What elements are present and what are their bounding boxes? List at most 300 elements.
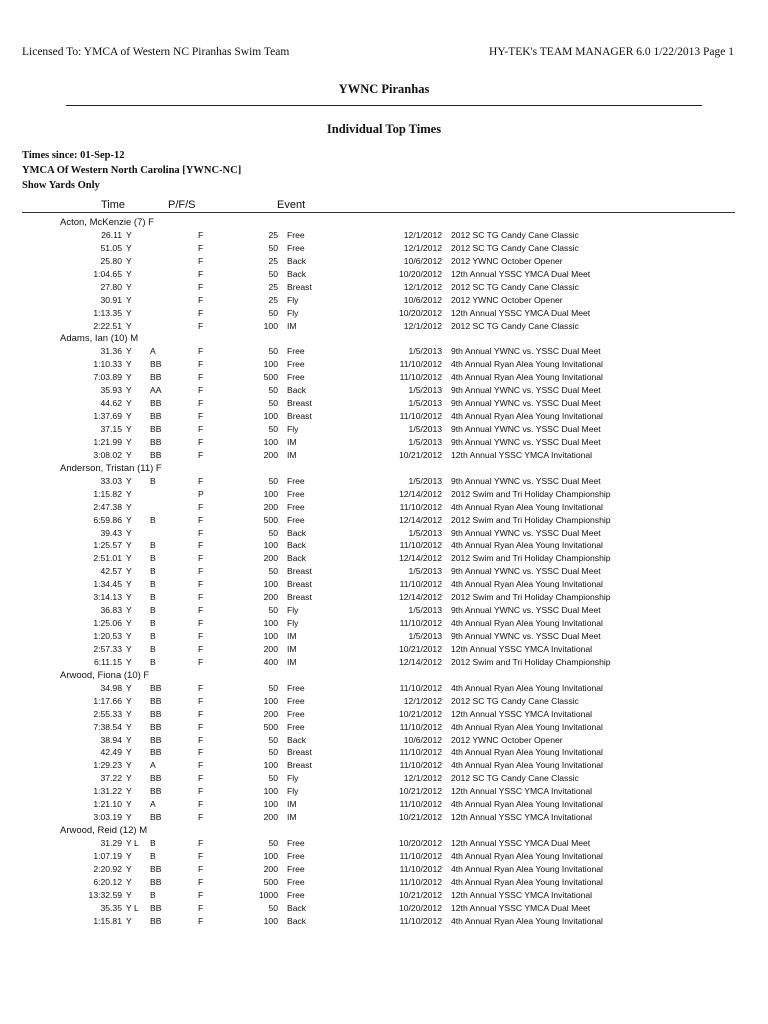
- result-pfs: F: [198, 540, 204, 551]
- result-time: 1:10.33: [93, 359, 122, 370]
- result-distance: 25: [268, 229, 278, 240]
- result-date: 11/10/2012: [399, 876, 442, 887]
- result-stroke: Back: [287, 385, 307, 396]
- result-standard: BB: [150, 721, 162, 732]
- result-date: 1/5/2013: [408, 398, 442, 409]
- result-pfs: F: [198, 255, 204, 266]
- result-row: [0, 811, 768, 824]
- result-row: [0, 255, 768, 268]
- result-meet: 12th Annual YSSC YMCA Invitational: [451, 643, 593, 654]
- result-stroke: Back: [287, 553, 307, 564]
- result-course: Y: [126, 695, 132, 706]
- result-row: [0, 785, 768, 798]
- result-standard: B: [150, 838, 156, 848]
- result-distance: 100: [263, 540, 278, 551]
- result-stroke: Breast: [287, 566, 312, 577]
- result-course: Y: [126, 734, 132, 745]
- result-distance: 25: [268, 294, 278, 305]
- result-meet: 2012 Swim and Tri Holiday Championship: [451, 656, 611, 667]
- result-course: Y: [126, 255, 132, 266]
- result-row: [0, 281, 768, 294]
- result-standard: BB: [150, 372, 162, 383]
- result-standard: B: [150, 540, 156, 551]
- result-meet: 9th Annual YWNC vs. YSSC Dual Meet: [451, 475, 601, 486]
- result-course: Y: [126, 605, 132, 616]
- result-course: Y L: [126, 902, 139, 913]
- result-standard: A: [150, 760, 156, 771]
- result-pfs: F: [198, 863, 204, 874]
- result-distance: 50: [268, 747, 278, 758]
- result-standard: BB: [150, 786, 162, 797]
- result-standard: BB: [150, 812, 162, 823]
- result-stroke: Free: [287, 475, 305, 486]
- criteria-show: Show Yards Only: [22, 180, 100, 191]
- result-date: 11/10/2012: [399, 618, 442, 629]
- result-meet: 9th Annual YWNC vs. YSSC Dual Meet: [451, 436, 601, 447]
- result-course: Y: [126, 488, 132, 499]
- result-stroke: Free: [287, 850, 305, 861]
- result-course: Y: [126, 721, 132, 732]
- result-standard: AA: [150, 385, 162, 396]
- result-pfs: F: [198, 889, 204, 900]
- result-pfs: F: [198, 398, 204, 409]
- result-meet: 2012 Swim and Tri Holiday Championship: [451, 514, 611, 525]
- result-row: [0, 591, 768, 604]
- result-pfs: F: [198, 618, 204, 629]
- result-course: Y: [126, 656, 132, 667]
- result-time: 38.94: [100, 734, 122, 745]
- result-meet: 4th Annual Ryan Alea Young Invitational: [451, 501, 603, 512]
- result-distance: 200: [263, 812, 278, 823]
- result-row: [0, 656, 768, 669]
- result-time: 33.03: [100, 475, 122, 486]
- team-name: YWNC Piranhas: [338, 82, 430, 96]
- result-stroke: IM: [287, 436, 297, 447]
- criteria-times-since: Times since: 01-Sep-12: [22, 150, 125, 161]
- result-date: 11/10/2012: [399, 863, 442, 874]
- result-stroke: Back: [287, 268, 307, 279]
- result-meet: 2012 SC TG Candy Cane Classic: [451, 773, 579, 784]
- result-standard: B: [150, 514, 156, 525]
- result-pfs: F: [198, 773, 204, 784]
- result-pfs: F: [198, 643, 204, 654]
- result-pfs: F: [198, 708, 204, 719]
- column-header-time: Time: [101, 199, 126, 211]
- result-row: [0, 268, 768, 281]
- result-distance: 200: [263, 553, 278, 564]
- result-standard: BB: [150, 424, 162, 434]
- result-time: 1:25.57: [93, 540, 122, 551]
- result-course: Y: [126, 708, 132, 719]
- column-header-event: Event: [277, 199, 306, 211]
- result-date: 12/14/2012: [398, 656, 442, 667]
- result-distance: 100: [263, 320, 278, 331]
- result-pfs: F: [198, 592, 204, 603]
- result-standard: BB: [150, 708, 162, 719]
- result-course: Y: [126, 424, 132, 434]
- title-divider: [66, 105, 702, 106]
- result-row: [0, 527, 768, 540]
- result-distance: 50: [268, 734, 278, 745]
- result-meet: 2012 SC TG Candy Cane Classic: [451, 281, 579, 292]
- result-course: Y: [126, 527, 132, 538]
- result-date: 10/6/2012: [403, 255, 442, 266]
- result-stroke: Free: [287, 242, 305, 253]
- result-stroke: Free: [287, 682, 305, 693]
- result-meet: 4th Annual Ryan Alea Young Invitational: [451, 876, 603, 887]
- result-date: 10/21/2012: [398, 643, 442, 654]
- result-distance: 50: [268, 268, 278, 279]
- result-course: Y: [126, 229, 132, 240]
- result-date: 1/5/2013: [408, 527, 442, 538]
- result-course: Y: [126, 268, 132, 279]
- result-pfs: F: [198, 346, 204, 357]
- result-standard: BB: [150, 902, 162, 913]
- result-standard: B: [150, 889, 156, 900]
- result-time: 1:21.99: [93, 436, 122, 447]
- result-course: Y: [126, 242, 132, 253]
- result-row: [0, 759, 768, 772]
- result-course: Y: [126, 307, 132, 318]
- result-course: Y: [126, 385, 132, 396]
- result-row: [0, 488, 768, 501]
- result-distance: 50: [268, 242, 278, 253]
- result-distance: 100: [263, 760, 278, 771]
- result-distance: 200: [263, 592, 278, 603]
- result-distance: 500: [263, 876, 278, 887]
- result-meet: 2012 SC TG Candy Cane Classic: [451, 320, 579, 331]
- result-row: [0, 397, 768, 410]
- result-stroke: Back: [287, 734, 307, 745]
- result-date: 1/5/2013: [408, 475, 442, 486]
- result-meet: 4th Annual Ryan Alea Young Invitational: [451, 682, 603, 693]
- result-course: Y: [126, 773, 132, 784]
- result-distance: 50: [268, 475, 278, 486]
- result-time: 30.91: [100, 294, 122, 305]
- result-stroke: Fly: [287, 773, 299, 784]
- result-pfs: F: [198, 514, 204, 525]
- result-meet: 2012 SC TG Candy Cane Classic: [451, 695, 579, 706]
- result-pfs: F: [198, 307, 204, 318]
- result-standard: BB: [150, 915, 162, 926]
- result-time: 6:11.15: [93, 656, 122, 667]
- result-standard: BB: [150, 449, 162, 460]
- result-row: [0, 798, 768, 811]
- result-distance: 100: [263, 359, 278, 370]
- result-stroke: Free: [287, 721, 305, 732]
- result-stroke: Free: [287, 708, 305, 719]
- result-distance: 100: [263, 436, 278, 447]
- result-meet: 12th Annual YSSC YMCA Dual Meet: [451, 902, 591, 913]
- result-row: [0, 320, 768, 333]
- result-pfs: F: [198, 656, 204, 667]
- result-time: 1:37.69: [93, 411, 122, 422]
- result-row: [0, 772, 768, 785]
- result-time: 31.36: [100, 346, 122, 357]
- result-pfs: F: [198, 747, 204, 758]
- result-date: 11/10/2012: [399, 850, 442, 861]
- result-time: 1:29.23: [93, 760, 122, 771]
- result-standard: BB: [150, 773, 162, 784]
- column-header-pfs: P/F/S: [168, 199, 196, 211]
- result-row: [0, 682, 768, 695]
- result-course: Y: [126, 592, 132, 603]
- result-pfs: F: [198, 721, 204, 732]
- result-time: 1:15.81: [93, 915, 122, 926]
- result-standard: B: [150, 592, 156, 603]
- result-date: 12/1/2012: [403, 229, 442, 240]
- report-title: Individual Top Times: [326, 122, 442, 136]
- result-meet: 9th Annual YWNC vs. YSSC Dual Meet: [451, 527, 601, 538]
- result-time: 1:17.66: [93, 695, 122, 706]
- result-stroke: Breast: [287, 747, 312, 758]
- result-meet: 4th Annual Ryan Alea Young Invitational: [451, 372, 603, 383]
- result-meet: 9th Annual YWNC vs. YSSC Dual Meet: [451, 424, 601, 434]
- result-standard: B: [150, 850, 156, 861]
- result-pfs: F: [198, 281, 204, 292]
- result-stroke: Fly: [287, 786, 299, 797]
- result-time: 2:51.01: [93, 553, 122, 564]
- result-stroke: Fly: [287, 605, 299, 616]
- swimmer-name: Adams, Ian (10) M: [60, 333, 139, 345]
- result-meet: 4th Annual Ryan Alea Young Invitational: [451, 618, 603, 629]
- result-pfs: F: [198, 475, 204, 486]
- result-distance: 100: [263, 488, 278, 499]
- result-standard: BB: [150, 695, 162, 706]
- result-meet: 2012 YWNC October Opener: [451, 294, 563, 305]
- result-course: Y: [126, 631, 132, 641]
- result-row: [0, 837, 768, 850]
- result-time: 31.29: [100, 838, 122, 848]
- result-meet: 12th Annual YSSC YMCA Invitational: [451, 786, 593, 797]
- result-standard: A: [150, 799, 156, 810]
- result-date: 12/1/2012: [403, 281, 442, 292]
- result-stroke: Free: [287, 229, 305, 240]
- result-date: 10/6/2012: [403, 294, 442, 305]
- result-row: [0, 539, 768, 552]
- result-time: 1:15.82: [93, 488, 122, 499]
- result-stroke: Free: [287, 359, 305, 370]
- result-course: Y: [126, 514, 132, 525]
- result-meet: 4th Annual Ryan Alea Young Invitational: [451, 579, 603, 590]
- result-course: Y: [126, 747, 132, 758]
- column-header-divider: [22, 212, 735, 213]
- result-standard: BB: [150, 398, 162, 409]
- result-standard: B: [150, 553, 156, 564]
- result-distance: 50: [268, 398, 278, 409]
- result-pfs: F: [198, 320, 204, 331]
- result-time: 44.62: [100, 398, 122, 409]
- result-time: 36.83: [100, 605, 122, 616]
- result-course: Y: [126, 359, 132, 370]
- result-stroke: Free: [287, 488, 305, 499]
- result-row: [0, 695, 768, 708]
- result-meet: 12th Annual YSSC YMCA Invitational: [451, 449, 593, 460]
- result-course: Y: [126, 475, 132, 486]
- result-distance: 100: [263, 786, 278, 797]
- result-stroke: Back: [287, 255, 307, 266]
- result-pfs: F: [198, 786, 204, 797]
- result-course: Y: [126, 850, 132, 861]
- result-pfs: F: [198, 424, 204, 434]
- result-meet: 4th Annual Ryan Alea Young Invitational: [451, 760, 603, 771]
- result-distance: 400: [263, 656, 278, 667]
- result-date: 11/10/2012: [399, 747, 442, 758]
- result-stroke: Fly: [287, 294, 299, 305]
- result-stroke: Back: [287, 527, 307, 538]
- result-time: 1:04.65: [93, 268, 122, 279]
- result-course: Y: [126, 889, 132, 900]
- result-distance: 50: [268, 424, 278, 434]
- result-pfs: F: [198, 372, 204, 383]
- result-pfs: F: [198, 799, 204, 810]
- result-row: [0, 410, 768, 423]
- result-distance: 50: [268, 385, 278, 396]
- result-stroke: Breast: [287, 411, 312, 422]
- result-course: Y: [126, 566, 132, 577]
- result-pfs: F: [198, 760, 204, 771]
- result-standard: B: [150, 643, 156, 654]
- result-row: [0, 721, 768, 734]
- result-time: 39.43: [100, 527, 122, 538]
- result-distance: 500: [263, 372, 278, 383]
- result-pfs: F: [198, 579, 204, 590]
- result-pfs: F: [198, 294, 204, 305]
- result-pfs: F: [198, 695, 204, 706]
- software-version-date-page: HY-TEK's TEAM MANAGER 6.0 1/22/2013 Page 1: [489, 46, 734, 58]
- result-date: 12/1/2012: [403, 773, 442, 784]
- result-row: [0, 501, 768, 514]
- criteria-team: YMCA Of Western North Carolina [YWNC-NC]: [22, 165, 242, 176]
- result-distance: 25: [268, 255, 278, 266]
- result-pfs: F: [198, 527, 204, 538]
- result-course: Y: [126, 553, 132, 564]
- result-date: 1/5/2013: [408, 566, 442, 577]
- result-row: [0, 708, 768, 721]
- result-stroke: IM: [287, 799, 297, 810]
- result-row: [0, 915, 768, 928]
- result-pfs: F: [198, 411, 204, 422]
- result-pfs: F: [198, 242, 204, 253]
- result-meet: 2012 Swim and Tri Holiday Championship: [451, 592, 611, 603]
- result-date: 12/14/2012: [398, 488, 442, 499]
- result-pfs: F: [198, 902, 204, 913]
- result-course: Y: [126, 346, 132, 357]
- result-distance: 50: [268, 682, 278, 693]
- result-stroke: Free: [287, 695, 305, 706]
- result-standard: BB: [150, 359, 162, 370]
- result-stroke: IM: [287, 320, 297, 331]
- result-meet: 9th Annual YWNC vs. YSSC Dual Meet: [451, 385, 601, 396]
- result-standard: B: [150, 605, 156, 616]
- result-time: 1:34.45: [93, 579, 122, 590]
- result-distance: 100: [263, 631, 278, 641]
- result-pfs: F: [198, 838, 204, 848]
- result-row: [0, 384, 768, 397]
- result-pfs: P: [198, 488, 204, 499]
- result-time: 7:38.54: [93, 721, 122, 732]
- result-stroke: Free: [287, 372, 305, 383]
- result-row: [0, 604, 768, 617]
- result-pfs: F: [198, 631, 204, 641]
- result-course: Y: [126, 876, 132, 887]
- result-date: 11/10/2012: [399, 359, 442, 370]
- result-standard: BB: [150, 436, 162, 447]
- result-time: 26.11: [101, 229, 122, 240]
- result-date: 1/5/2013: [408, 605, 442, 616]
- result-time: 1:25.06: [93, 618, 122, 629]
- swimmer-header: [0, 216, 768, 229]
- result-distance: 100: [263, 799, 278, 810]
- result-pfs: F: [198, 449, 204, 460]
- result-course: Y: [126, 449, 132, 460]
- result-course: Y: [126, 320, 132, 331]
- result-meet: 9th Annual YWNC vs. YSSC Dual Meet: [451, 346, 601, 357]
- result-pfs: F: [198, 359, 204, 370]
- result-standard: BB: [150, 411, 162, 422]
- result-standard: B: [150, 579, 156, 590]
- result-row: [0, 630, 768, 643]
- license-line: Licensed To: YMCA of Western NC Piranhas Swim Team: [22, 46, 290, 58]
- result-stroke: Free: [287, 346, 305, 357]
- result-course: Y: [126, 682, 132, 693]
- result-date: 10/21/2012: [398, 708, 442, 719]
- result-row: [0, 229, 768, 242]
- result-stroke: Breast: [287, 592, 312, 603]
- result-pfs: F: [198, 501, 204, 512]
- result-course: Y: [126, 799, 132, 810]
- result-date: 10/20/2012: [398, 838, 442, 848]
- result-time: 25.80: [100, 255, 122, 266]
- result-meet: 4th Annual Ryan Alea Young Invitational: [451, 540, 603, 551]
- result-pfs: F: [198, 268, 204, 279]
- result-meet: 12th Annual YSSC YMCA Invitational: [451, 889, 593, 900]
- result-row: [0, 423, 768, 436]
- result-meet: 4th Annual Ryan Alea Young Invitational: [451, 915, 603, 926]
- result-time: 37.15: [100, 424, 122, 434]
- result-row: [0, 371, 768, 384]
- result-distance: 25: [268, 281, 278, 292]
- result-distance: 200: [263, 501, 278, 512]
- result-meet: 12th Annual YSSC YMCA Dual Meet: [451, 268, 591, 279]
- result-course: Y: [126, 281, 132, 292]
- result-meet: 9th Annual YWNC vs. YSSC Dual Meet: [451, 605, 601, 616]
- result-row: [0, 617, 768, 630]
- result-pfs: F: [198, 385, 204, 396]
- result-row: [0, 345, 768, 358]
- result-meet: 4th Annual Ryan Alea Young Invitational: [451, 850, 603, 861]
- result-row: [0, 643, 768, 656]
- result-time: 34.98: [100, 682, 122, 693]
- result-date: 11/10/2012: [399, 501, 442, 512]
- result-stroke: Free: [287, 876, 305, 887]
- result-standard: BB: [150, 876, 162, 887]
- result-time: 3:03.19: [93, 812, 122, 823]
- result-stroke: Breast: [287, 281, 312, 292]
- result-row: [0, 578, 768, 591]
- result-stroke: IM: [287, 643, 297, 654]
- result-meet: 12th Annual YSSC YMCA Dual Meet: [451, 307, 591, 318]
- swimmer-header: [0, 462, 768, 475]
- result-date: 1/5/2013: [408, 346, 442, 357]
- result-standard: BB: [150, 734, 162, 745]
- result-time: 6:59.86: [93, 514, 122, 525]
- result-course: Y: [126, 294, 132, 305]
- result-course: Y L: [126, 838, 139, 848]
- result-meet: 4th Annual Ryan Alea Young Invitational: [451, 721, 603, 732]
- result-distance: 50: [268, 566, 278, 577]
- result-date: 11/10/2012: [399, 760, 442, 771]
